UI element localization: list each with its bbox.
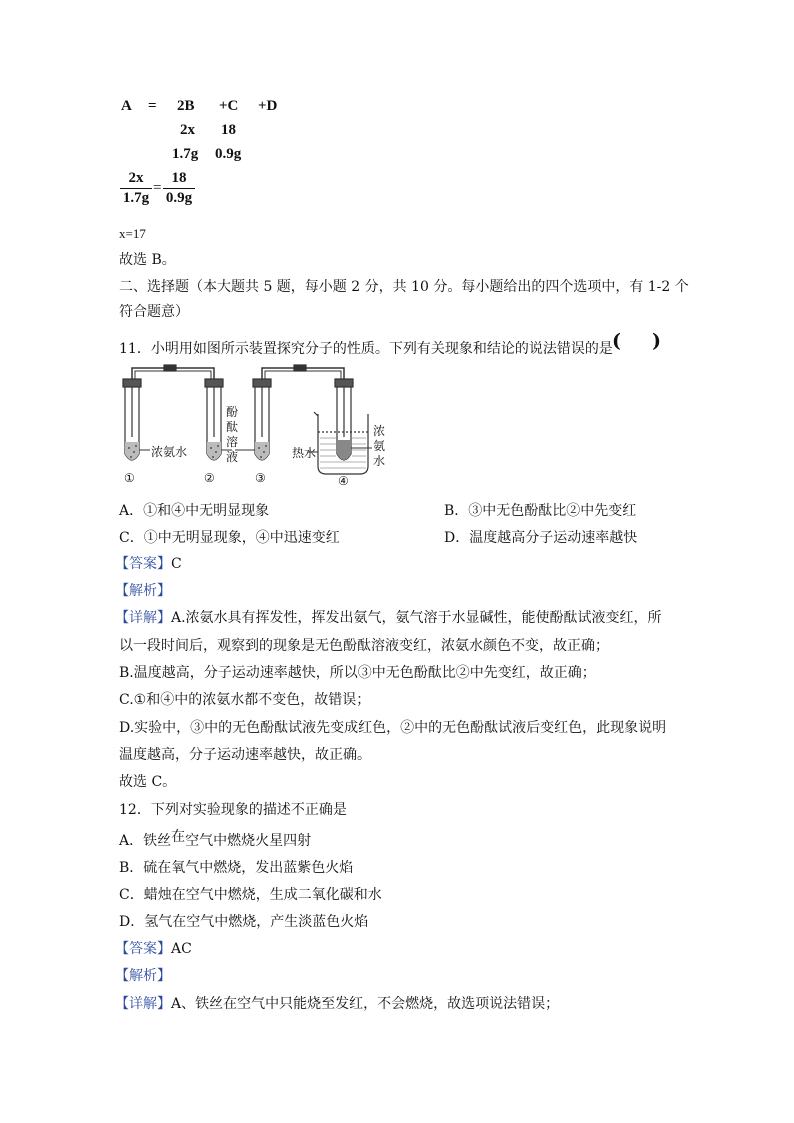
label-ammonia-char: 氨 [373,439,386,453]
fraction-left-numerator: 2x [128,170,144,186]
q12-option-c: C．蜡烛在空气中燃烧，生成二氧化碳和水 [119,887,382,903]
label-phenolphthalein [226,405,240,465]
q11-option-d: D．温度越高分子运动速率越快 [444,530,638,546]
q12-option-a [119,830,311,850]
q11-detail-line-3: B.温度越高，分子运动速率越快，所以③中无色酚酞比②中先变红，故正确； [119,665,596,681]
q11-answer-tag: 【答案】 [115,556,171,572]
ratio-18: 18 [221,122,236,138]
equation-product-d: +D [258,98,278,114]
q11-answer-value: C [171,556,182,572]
q12-option-a-part3: 空气中燃烧火星四射 [185,833,312,849]
fraction-equals: = [153,180,162,196]
calc-conclusion: 故选 B。 [119,252,176,268]
q12-option-a-part1: A．铁丝 [119,833,172,849]
q12-detail-text: A、铁丝在空气中只能烧至发红，不会燃烧，故选项说法错误； [171,996,560,1012]
q12-detail-tag: 【详解】 [115,996,171,1012]
q12-analysis-tag: 【解析】 [115,968,171,984]
q11-detail-line-5: D.实验中，③中的无色酚酞试液先变成红色，②中的无色酚酞试液后变红色，此现象说明 [119,720,667,736]
q12-answer-value: AC [171,941,192,957]
fraction-right [163,170,195,207]
q11-detail-line-1 [115,607,662,627]
mass-1-7g: 1.7g [172,146,199,162]
fraction-right-numerator: 18 [171,170,187,186]
q12-stem: 12．下列对实验现象的描述不正确是 [119,802,347,818]
equation-equals: = [148,98,157,114]
q11-detail-line-2: 以一段时间后，观察到的现象是无色酚酞溶液变红，浓氨水颜色不变，故正确； [119,638,609,654]
clip-icon [164,365,176,371]
q12-option-b: B．硫在氧气中燃烧，发出蓝紫色火焰 [119,860,354,876]
q11-paren-close: ) [652,330,661,352]
q11-answer-line [115,553,182,573]
q11-detail-line-4: C.①和④中的浓氨水都不变色，故错误； [119,692,371,708]
q11-stem: 11．小明用如图所示装置探究分子的性质。下列有关现象和结论的说法错误的是 [119,341,613,357]
q12-option-d: D．氢气在空气中燃烧，产生淡蓝色火焰 [119,914,369,930]
fraction-left-denominator: 1.7g [122,190,150,206]
tube-label-1: ① [124,471,135,485]
stopper-2 [205,379,223,387]
label-ammonia-tube-4 [373,424,387,469]
q11-detail-tag: 【详解】 [115,610,171,626]
equation-reactant-a: A [121,98,132,114]
mass-0-9g: 0.9g [215,146,242,162]
q12-answer-line [115,938,192,958]
fraction-left [120,170,152,207]
q11-detail-text: A.浓氨水具有挥发性，挥发出氨气，氨气溶于水显碱性，能使酚酞试液变红，所 [171,610,662,626]
q11-option-c: C．①中无明显现象，④中迅速变红 [119,530,340,546]
label-phenol-char: 酞 [226,420,239,434]
section-heading-line2: 符合题意） [119,304,189,320]
ratio-2x: 2x [180,122,195,138]
stopper-4 [335,379,353,387]
label-ammonia-char: 浓 [373,424,386,438]
label-ammonia-char: 水 [373,454,386,468]
q11-option-b: B．③中无色酚酞比②中先变红 [444,503,637,519]
clip-icon [294,365,306,371]
tube-label-2: ② [204,471,215,485]
result-x: x=17 [119,226,146,241]
label-hot-water: 热水 [292,446,317,460]
equation-product-c: +C [219,98,239,114]
q11-detail-line-6: 温度越高，分子运动速率越快，故正确。 [119,747,371,763]
q11-paren-open: ( [612,330,621,352]
stopper-1 [123,379,141,387]
label-phenol-char: 溶 [226,435,239,449]
label-phenol-char: 液 [226,450,239,464]
q11-analysis-tag: 【解析】 [115,583,171,599]
label-phenol-char: 酚 [226,405,239,419]
q11-conclusion: 故选 C。 [119,774,177,790]
tube-label-3: ③ [255,471,266,485]
tube-label-4: ④ [338,474,349,488]
section-heading-line1: 二、选择题（本大题共 5 题，每小题 2 分，共 10 分。每小题给出的四个选项中，有 1-2 个 [119,279,689,295]
q12-option-a-part2: 在 [171,829,186,845]
q12-detail-line-1 [115,993,559,1013]
equation-product-2b: 2B [177,98,195,114]
q11-option-a: A．①和④中无明显现象 [119,503,270,519]
fraction-right-denominator: 0.9g [165,190,193,206]
label-ammonia-tube-1: 浓氨水 [151,445,188,459]
stopper-3 [253,379,271,387]
q12-answer-tag: 【答案】 [115,941,171,957]
